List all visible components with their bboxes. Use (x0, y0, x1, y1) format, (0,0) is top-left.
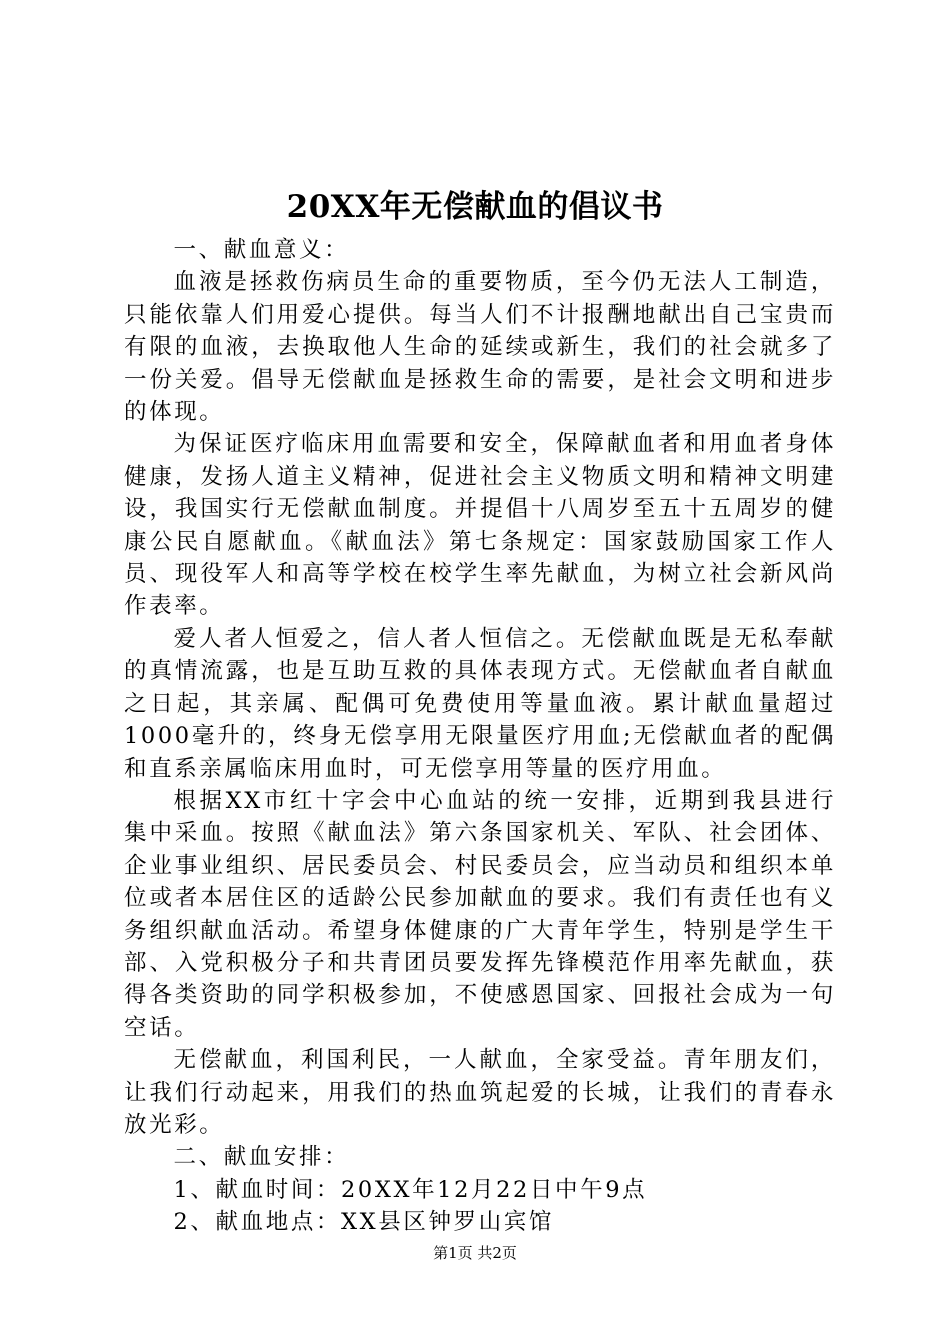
arrangement-location: 2、献血地点：XX县区钟罗山宾馆 (173, 1209, 554, 1236)
arrangement-time: 1、献血时间：20XX年12月22日中午9点 (173, 1176, 648, 1203)
paragraph-love-benefits: 爱人者人恒爱之，信人者人恒信之。无偿献血既是无私奉献的真情流露，也是互助互救的具体表现方式。无偿献血者自献血之日起，其亲属、配偶可免费使用等量血液。累计献血量超过1000毫升的，终身无偿享用无限量医疗用血;无偿献血者的配偶和直系亲属临床用血时，可无偿享用等量的医疗用血。 (124, 625, 836, 782)
paragraph-blood-system: 为保证医疗临床用血需要和安全，保障献血者和用血者身体健康，发扬人道主义精神，促进社会主义物质文明和精神文明建设，我国实行无偿献血制度。并提倡十八周岁至五十五周岁的健康公民自愿献血。《献血法》第七条规定：国家鼓励国家工作人员、现役军人和高等学校在校学生率先献血，为树立社会新风尚作表率。 (124, 431, 836, 620)
page-number-footer: 第1页 共2页 (433, 1244, 517, 1262)
document-body (124, 234, 836, 1239)
section-heading-significance: 一、献血意义： (173, 237, 350, 263)
document-title: 20XX年无偿献血的倡议书 (286, 189, 664, 225)
section-heading-arrangement: 二、献血安排： (173, 1144, 350, 1171)
paragraph-call-to-action: 无偿献血，利国利民，一人献血，全家受益。青年朋友们，让我们行动起来，用我们的热血筑起爱的长城，让我们的青春永放光彩。 (124, 1047, 836, 1138)
paragraph-blood-importance: 血液是拯救伤病员生命的重要物质，至今仍无法人工制造，只能依靠人们用爱心提供。每当人们不计报酬地献出自己宝贵而有限的血液，去换取他人生命的延续或新生，我们的社会就多了一份关爱。倡导无偿献血是拯救生命的需要，是社会文明和进步的体现。 (124, 269, 836, 426)
paragraph-collection-plan: 根据XX市红十字会中心血站的统一安排，近期到我县进行集中采血。按照《献血法》第六条国家机关、军队、社会团体、企业事业组织、居民委员会、村民委员会，应当动员和组织本单位或者本居住区的适龄公民参加献血的要求。我们有责任也有义务组织献血活动。希望身体健康的广大青年学生，特别是学生干部、入党积极分子和共青团员要发挥先锋模范作用率先献血，获得各类资助的同学积极参加，不使感恩国家、回报社会成为一句空话。 (124, 787, 836, 1041)
